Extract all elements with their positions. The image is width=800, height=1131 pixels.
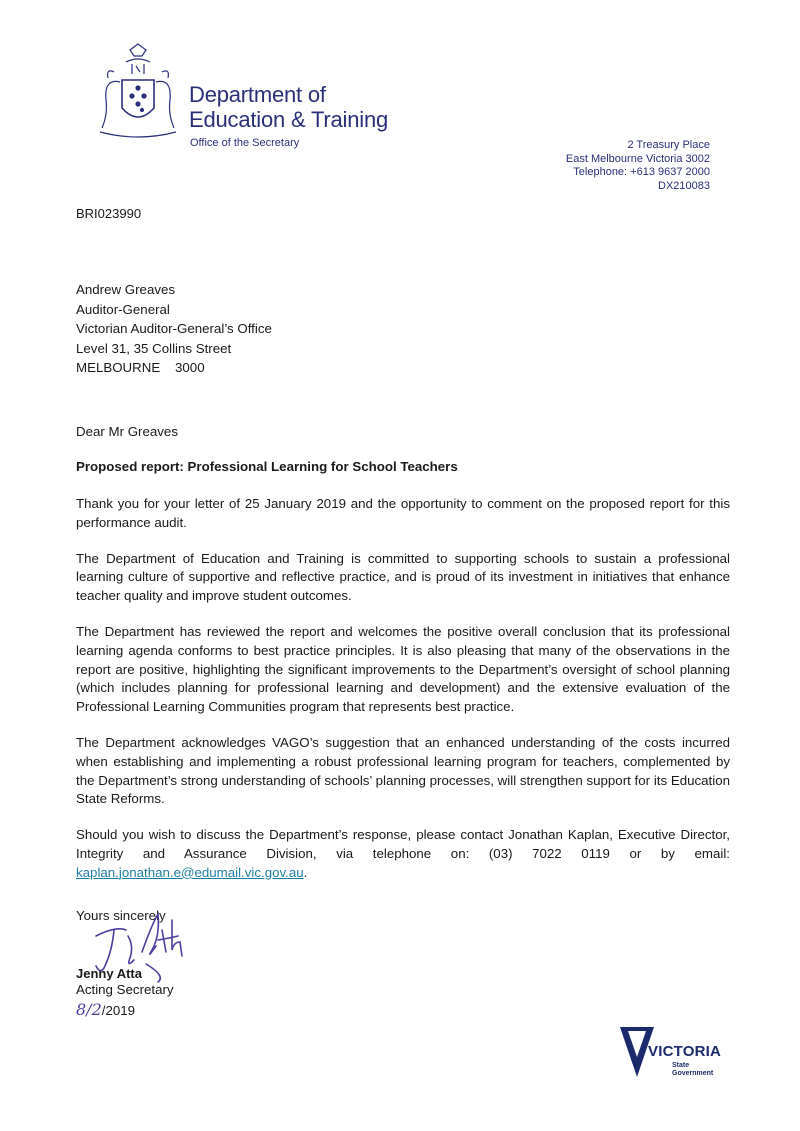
closing: Yours sincerely [76,908,166,923]
government-text: Government [672,1070,714,1077]
letter-body [76,495,730,900]
recipient-title: Auditor-General [76,301,170,317]
victoria-wordmark: VICTORIA [648,1043,721,1060]
recipient-name: Andrew Greaves [76,282,176,297]
office-of-secretary: Office of the Secretary [190,137,300,149]
handwritten-date: 8/2 [76,1000,102,1019]
contact-email-link[interactable]: kaplan.jonathan.e@edumail.vic.gov.au [76,864,304,880]
sender-address [566,139,710,193]
address-dx: DX210083 [658,179,710,192]
signer-name: Jenny Atta [76,966,142,981]
recipient-block [76,280,272,378]
address-line-1: 2 Treasury Place [627,139,710,151]
state-government-text [672,1062,713,1078]
recipient-office: Victorian Auditor-General’s Office [76,321,272,336]
paragraph-2: The Department of Education and Training is committed to supporting schools to sustain a professional learning culture of supportive and reflective practice, and is proud of its investment in initiatives that enhance teacher quality and improve student outcomes. [76,550,730,604]
signer-position: Acting Secretary [76,982,174,997]
paragraph-4: The Department acknowledges VAGO’s suggestion that an enhanced understanding of the costs incurred when establishing and implementing a robust professional learning program for teachers, complemented by the Department’s strong understanding of schools’ planning processes, will strengthen support for its Education State Reforms. [76,734,730,807]
state-text: State [672,1062,690,1069]
contact-trailing: . [303,864,308,880]
department-name [189,82,388,132]
coat-of-arms-crest [92,42,184,144]
recipient-street: Level 31, 35 Collins Street [76,340,232,356]
department-line-1: Department of [189,82,326,107]
subject-line: Proposed report: Professional Learning for School Teachers [76,459,458,474]
salutation: Dear Mr Greaves [76,424,178,439]
address-line-2: East Melbourne Victoria 3002 [565,152,710,165]
department-line-2: Education & Training [189,107,389,132]
signature-date [76,1000,135,1019]
recipient-city: MELBOURNE 3000 [76,360,205,375]
contact-paragraph [76,826,730,882]
reference-number: BRI023990 [76,206,142,221]
contact-text: Should you wish to discuss the Department’s response, please contact Jonathan Kaplan, Executive Director, Integrity and Assurance Division, via telephone on: (03) 7022 0119 or by email: [76,827,730,861]
address-telephone: Telephone: +613 9637 2000 [573,166,710,178]
paragraph-3: The Department has reviewed the report and welcomes the positive overall conclusion that its professional learning agenda conforms to best practice principles. It is also pleasing that many of the observations in the report are positive, highlighting the significant improvements to the Department’s oversight of school planning (which includes planning for professional learning and development) and the extensive evaluation of the Professional Learning Communities program that represents best practice. [76,623,730,715]
paragraph-1: Thank you for your letter of 25 January 2019 and the opportunity to comment on the proposed report for this performance audit. [76,496,730,530]
printed-year: /2019 [101,1003,136,1018]
